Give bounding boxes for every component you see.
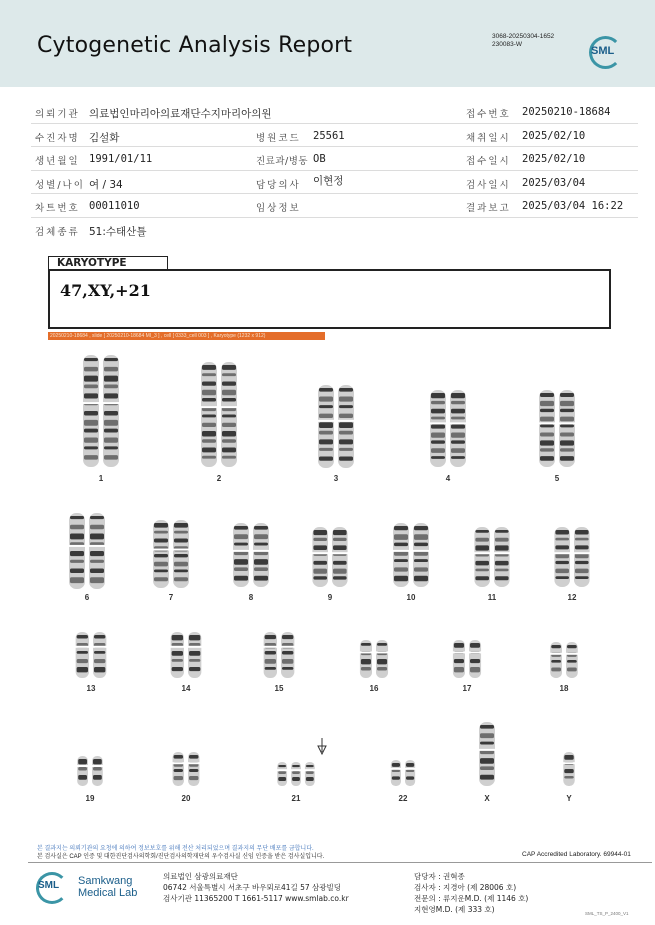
info-value: 25561 [313,129,345,142]
chromosome-11 [494,527,511,587]
chromosome-label: 12 [567,593,577,602]
footer-divider [28,862,652,863]
chromosome-18 [550,642,563,678]
info-label: 성별/나이 [35,179,85,191]
info-label: 차트번호 [35,203,80,214]
info-value: 51:수태산틀 [89,225,147,238]
info-label: 수진자명 [35,132,80,144]
info-label: 의뢰기관 [35,109,80,120]
chromosome-label: 22 [398,794,408,803]
notice-line: 본 결과지는 의뢰기관의 요청에 의하여 정보보호를 위해 전산 처리되었으며 결과지의 무단 배포를 금합니다. [37,846,314,852]
chromosome-10 [413,523,430,587]
karyotype-result: 47,XY,+21 [60,281,151,300]
cap-accreditation: CAP Accredited Laboratory. 69944-01 [522,851,631,858]
report-code-line1: 3068-20250304-1652 [492,33,555,40]
chromosome-label: 2 [216,474,222,483]
chromosome-label: 14 [181,684,191,693]
brand-name: Samkwang [78,875,133,887]
chromosome-15 [263,632,277,678]
chromosome-22 [405,760,416,786]
chromosome-19 [92,756,104,786]
info-value: 의료법인마리아의료재단수지마리아의원 [89,108,272,120]
chromosome-5 [539,390,556,467]
staff-line: 담당자 : 권혁종 [414,872,465,881]
chromosome-21 [291,762,302,786]
report-code-line2: 230083-W [492,41,522,48]
chromosome-6 [69,513,86,589]
chromosome-6 [89,513,106,589]
info-value: 이현정 [313,174,344,187]
chromosome-label: Y [566,794,572,803]
chromosome-20 [188,752,200,786]
chromosome-label: 3 [333,474,339,483]
info-row [31,171,638,195]
info-label: 접수번호 [466,109,511,120]
chromosome-label: 5 [554,474,560,483]
staff-line: 지현영M.D. (제 333 호) [414,905,495,914]
info-row [31,124,638,148]
karyotype-result-box [48,269,611,329]
chromosome-2 [201,362,218,467]
chromosome-label: 8 [248,593,254,602]
sml-footer-logo-text: SML [38,880,60,891]
chromosome-4 [450,390,467,467]
info-value: 여 / 34 [89,178,123,191]
info-value: OB [313,153,326,165]
info-label: 병원코드 [256,132,301,144]
info-label: 결과보고 [466,203,511,214]
info-value: 2025/02/10 [522,153,586,165]
info-label: 임상정보 [256,203,301,214]
staff-line: 검사자 : 지경아 (제 28006 호) [414,883,517,892]
chromosome-2 [221,362,238,467]
chromosome-7 [173,520,190,588]
chromosome-8 [233,523,250,587]
chromosome-10 [393,523,410,587]
chromosome-label: 11 [487,593,497,602]
chromosome-label: X [484,794,490,803]
arrow-down-icon [318,738,326,754]
report-header [0,0,655,87]
info-value: 김설화 [89,131,120,144]
chromosome-12 [574,527,591,587]
chromosome-label: 6 [84,593,90,602]
chromosome-1 [103,355,120,467]
info-value: 2025/03/04 16:22 [522,200,624,212]
chromosome-18 [566,642,579,678]
chromosome-label: 13 [86,684,96,693]
brand-name: Medical Lab [78,887,138,899]
chromosome-label: 17 [462,684,472,693]
chromosome-22 [390,760,401,786]
info-label: 접수일시 [466,156,511,167]
address-line: 의료법인 삼광의료재단 [163,872,238,881]
report-title: Cytogenetic Analysis Report [37,33,353,58]
chromosome-label: 21 [291,794,301,803]
info-row [31,100,638,124]
info-value: 2025/03/04 [522,176,586,189]
chromosome-15 [281,632,295,678]
chromosome-label: 4 [445,474,451,483]
chromosome-13 [75,632,89,678]
info-label: 생년월일 [35,156,80,167]
chromosome-label: 1 [98,474,104,483]
chromosome-13 [93,632,107,678]
chromosome-label: 19 [85,794,95,803]
chromosome-4 [430,390,447,467]
patient-info-table [31,100,638,241]
chromosome-X [479,722,496,786]
chromosome-label: 9 [327,593,333,602]
chromosome-9 [332,527,349,587]
document-id: SML_TS_P_2400_V1 [585,911,629,916]
chromosome-14 [170,632,184,678]
chromosome-3 [318,385,335,468]
chromosome-7 [153,520,170,588]
chromosome-9 [312,527,329,587]
chromosome-label: 20 [181,794,191,803]
chromosome-label: 16 [369,684,379,693]
chromosome-16 [359,640,372,678]
karyogram-caption-bar: 20250210-18684 , slide [ 20250210-18684 MI_3 ] , cell [ 0333_cell 003 ] , Karyotype (1232 x 912) [48,332,325,340]
sml-logo-text: SML [591,45,615,57]
info-label: 채취일시 [466,132,511,144]
chromosome-17 [469,640,482,678]
chromosome-label: 18 [559,684,569,693]
notice-line: 본 검사실은 CAP 인증 및 대한진단검사의학회/진단검사의학재단의 우수검사실 신임 인증을 받은 검사실입니다. [37,854,325,860]
chromosome-11 [474,527,491,587]
chromosome-20 [172,752,184,786]
chromosome-5 [559,390,576,467]
info-label: 검사일시 [466,179,511,191]
info-label: 검체종류 [35,226,80,238]
chromosome-Y [563,752,575,786]
karyotype-tab: KARYOTYPE [48,256,168,270]
chromosome-12 [554,527,571,587]
info-row [31,194,638,218]
chromosome-16 [376,640,389,678]
staff-line: 전문의 : 류지운M.D. (제 1146 호) [414,894,529,903]
info-row [31,147,638,171]
info-label: 진료과/병동 [256,156,309,167]
chromosome-label: 15 [274,684,284,693]
info-value: 20250210-18684 [522,106,611,118]
info-label: 담당의사 [256,179,301,191]
address-line: 검사기관 11365200 T 1661-5117 www.smlab.co.kr [163,894,349,903]
address-line: 06742 서울특별시 서초구 바우뫼로41길 57 삼광빌딩 [163,883,342,892]
info-value: 00011010 [89,200,140,212]
chromosome-3 [338,385,355,468]
chromosome-17 [452,640,465,678]
chromosome-21 [277,762,288,786]
chromosome-19 [77,756,89,786]
chromosome-label: 10 [406,593,416,602]
info-value: 1991/01/11 [89,153,153,165]
chromosome-1 [83,355,100,467]
info-value: 2025/02/10 [522,129,586,142]
chromosome-14 [188,632,202,678]
chromosome-8 [253,523,270,587]
chromosome-label: 7 [168,593,174,602]
chromosome-21 [304,762,315,786]
info-row [31,218,638,242]
